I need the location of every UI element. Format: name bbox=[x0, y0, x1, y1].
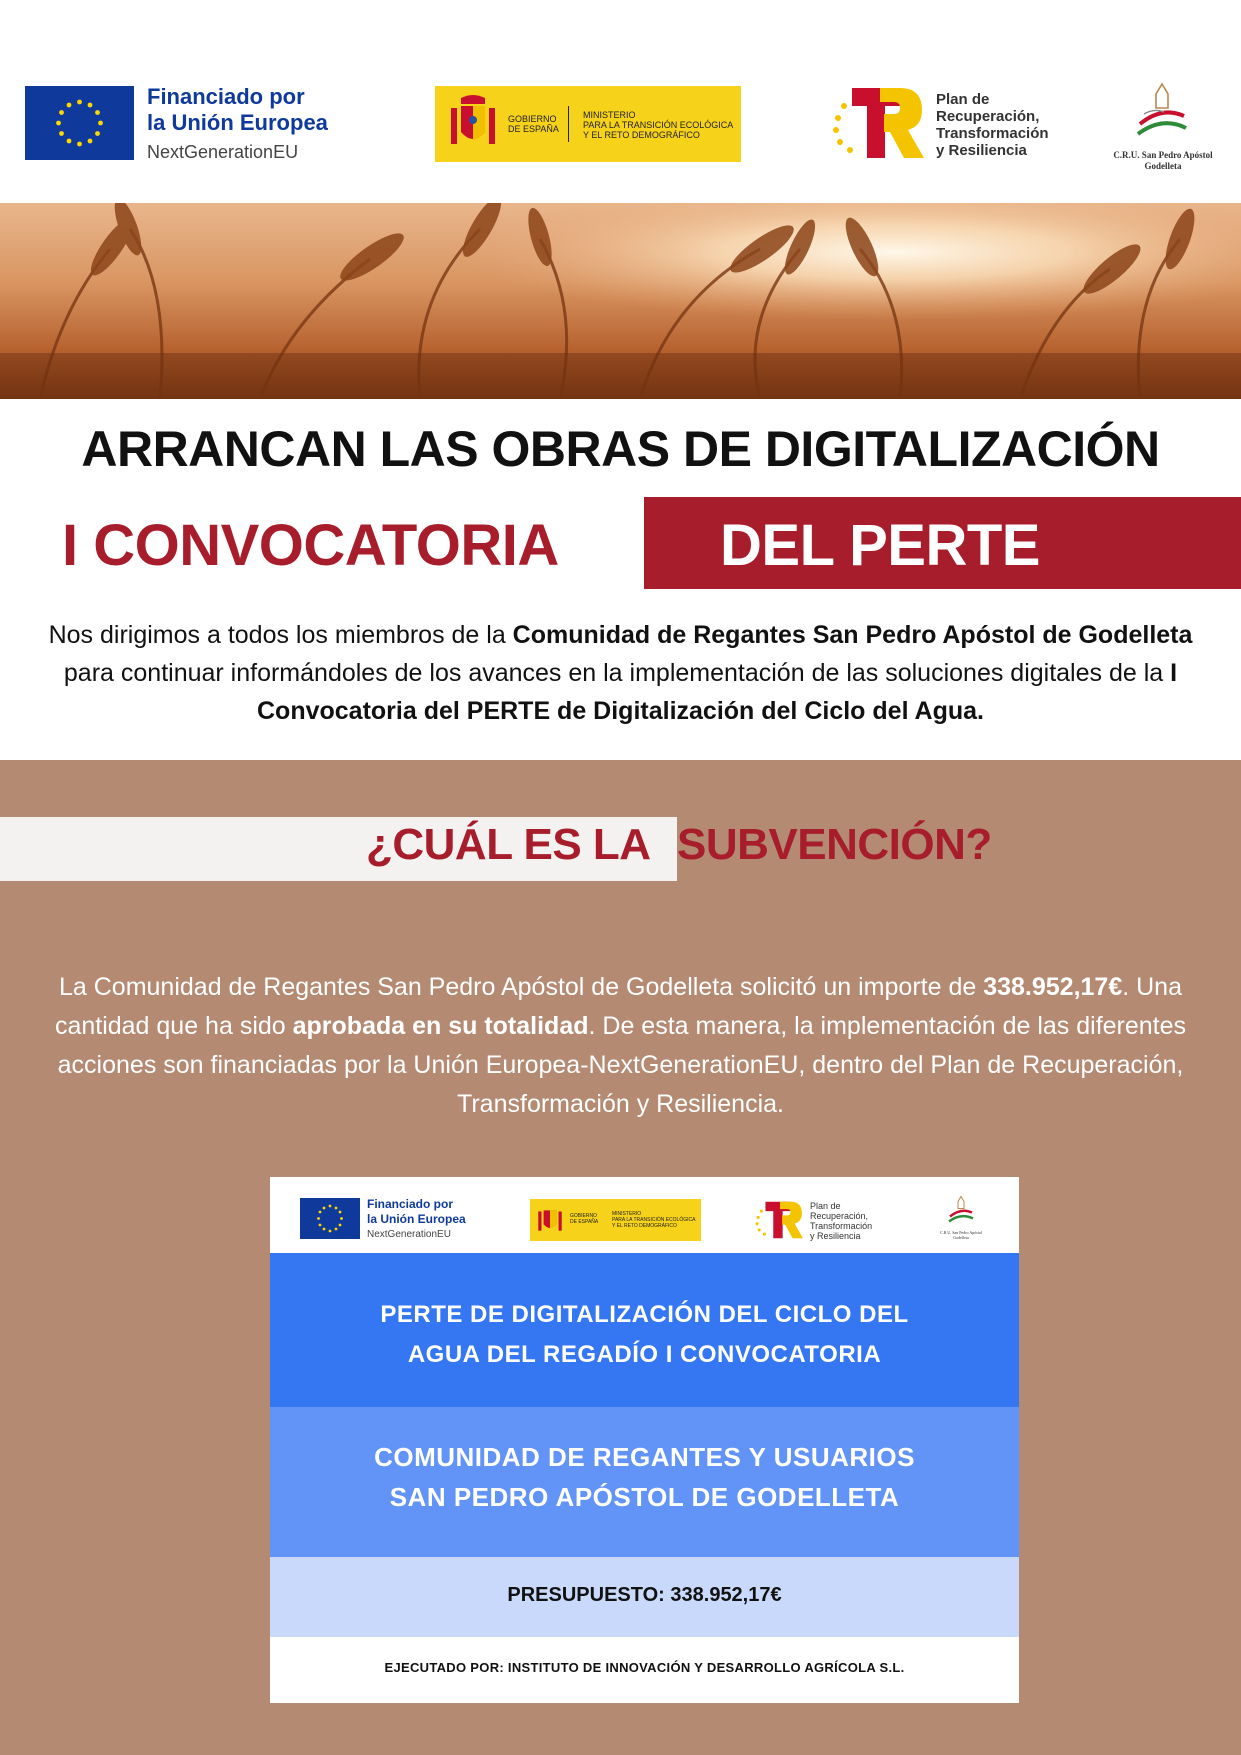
body-amount: 338.952,17€ bbox=[983, 973, 1123, 1001]
gov-left-line-1: GOBIERNO bbox=[508, 114, 557, 124]
cru-line-2: Godelleta bbox=[1144, 161, 1182, 171]
poster-perte-line-1: PERTE DE DIGITALIZACIÓN DEL CICLO DEL bbox=[380, 1301, 909, 1328]
mini-prtr-logo-icon bbox=[754, 1199, 804, 1241]
mini-eu-line-1: Financiado por bbox=[367, 1197, 454, 1211]
mini-gov-right-line-3: Y EL RETO DEMOGRÁFICO bbox=[612, 1223, 677, 1229]
poster-perte-line-2: AGUA DEL REGADÍO I CONVOCATORIA bbox=[407, 1341, 882, 1368]
cru-line-1: C.R.U. San Pedro Apóstol bbox=[1113, 150, 1213, 160]
spain-crest-icon bbox=[447, 94, 499, 154]
intro-bold-1: Comunidad de Regantes San Pedro Apóstol de Godelleta bbox=[512, 621, 1193, 649]
mini-plan-line-3: Transformación bbox=[810, 1221, 873, 1231]
mini-cru-line-2: Godelleta bbox=[953, 1235, 969, 1240]
mini-gov-left-line-2: DE ESPAÑA bbox=[570, 1219, 599, 1225]
subtitle-right: DEL PERTE bbox=[720, 513, 1040, 578]
body-text-2: . Una cantidad que ha sido bbox=[54, 973, 1182, 1040]
mini-cru-line-1: C.R.U. San Pedro Apóstol bbox=[939, 1230, 982, 1235]
gov-right-line-3: Y EL RETO DEMOGRÁFICO bbox=[583, 130, 700, 140]
gov-left-line-2: DE ESPAÑA bbox=[508, 124, 559, 134]
prtr-logo-icon bbox=[830, 84, 926, 162]
mini-plan-line-2: Recuperación, bbox=[810, 1211, 869, 1221]
poster-bar-community bbox=[270, 1407, 1019, 1557]
mini-eu-line-2: la Unión Europea bbox=[367, 1212, 466, 1226]
mini-eu-flag-icon bbox=[300, 1198, 360, 1239]
body-text-1: La Comunidad de Regantes San Pedro Apóstol de Godelleta solicitó un importe de bbox=[58, 973, 984, 1001]
gov-divider bbox=[568, 106, 569, 142]
mini-plan-line-4: y Resiliencia bbox=[810, 1231, 861, 1241]
gov-right-line-1: MINISTERIO bbox=[583, 110, 636, 120]
mini-gov-left-line-1: GOBIERNO bbox=[570, 1213, 597, 1219]
mini-eu-line-3: NextGenerationEU bbox=[367, 1229, 451, 1240]
eu-line-2: la Unión Europea bbox=[147, 110, 328, 135]
mini-cru-logo-icon bbox=[946, 1193, 976, 1229]
body-approved: aprobada en su totalidad bbox=[292, 1012, 589, 1040]
plan-line-1: Plan de bbox=[936, 91, 990, 108]
eu-flag-icon bbox=[25, 86, 134, 160]
poster-executed-by: EJECUTADO POR: INSTITUTO DE INNOVACIÓN Y DESARROLLO AGRÍCOLA S.L. bbox=[384, 1660, 905, 1675]
mini-spain-crest-icon bbox=[536, 1204, 564, 1236]
poster-bar-budget bbox=[270, 1557, 1019, 1637]
body-text-3: . De esta manera, la implementación de las diferentes acciones son financiadas por la Unión Europea-NextGenerationEU, dentro del Plan de Recuperación, Transformación y Resiliencia. bbox=[57, 1012, 1187, 1118]
mini-gov-right-line-2: PARA LA TRANSICIÓN ECOLÓGICA bbox=[612, 1217, 696, 1223]
gov-logo bbox=[435, 86, 741, 162]
poster-budget: PRESUPUESTO: 338.952,17€ bbox=[507, 1584, 782, 1606]
question-heading-right: SUBVENCIÓN? bbox=[677, 820, 992, 869]
intro-text-1: Nos dirigimos a todos los miembros de la bbox=[48, 621, 513, 649]
plan-line-3: Transformación bbox=[936, 125, 1049, 142]
gov-right-line-2: PARA LA TRANSICIÓN ECOLÓGICA bbox=[583, 120, 734, 130]
wheat-field-banner-image bbox=[0, 203, 1241, 399]
eu-line-3: NextGenerationEU bbox=[147, 142, 299, 162]
mini-plan-line-1: Plan de bbox=[810, 1201, 841, 1211]
subsidy-paragraph bbox=[40, 968, 1201, 1124]
eu-line-1: Financiado por bbox=[147, 84, 305, 109]
intro-bold-2: I Convocatoria del PERTE de Digitalización del Ciclo del Agua. bbox=[257, 659, 1178, 725]
plan-line-4: y Resiliencia bbox=[936, 142, 1027, 159]
intro-text-2: para continuar informándoles de los avances en la implementación de las soluciones digitales de la bbox=[63, 659, 1171, 687]
cru-logo-icon bbox=[1132, 78, 1192, 148]
poster-bar-perte bbox=[270, 1253, 1019, 1407]
plan-line-2: Recuperación, bbox=[936, 108, 1040, 125]
project-poster bbox=[270, 1177, 1019, 1703]
subtitle-left: I CONVOCATORIA bbox=[62, 513, 559, 578]
poster-community-line-1: COMUNIDAD DE REGANTES Y USUARIOS bbox=[374, 1442, 915, 1472]
mini-gov-logo bbox=[530, 1199, 701, 1241]
question-heading-left: ¿CUÁL ES LA bbox=[366, 820, 651, 869]
page-title: ARRANCAN LAS OBRAS DE DIGITALIZACIÓN bbox=[81, 421, 1160, 477]
mini-gov-right-line-1: MINISTERIO bbox=[612, 1211, 642, 1217]
poster-community-line-2: SAN PEDRO APÓSTOL DE GODELLETA bbox=[389, 1482, 900, 1512]
intro-paragraph bbox=[30, 616, 1211, 730]
